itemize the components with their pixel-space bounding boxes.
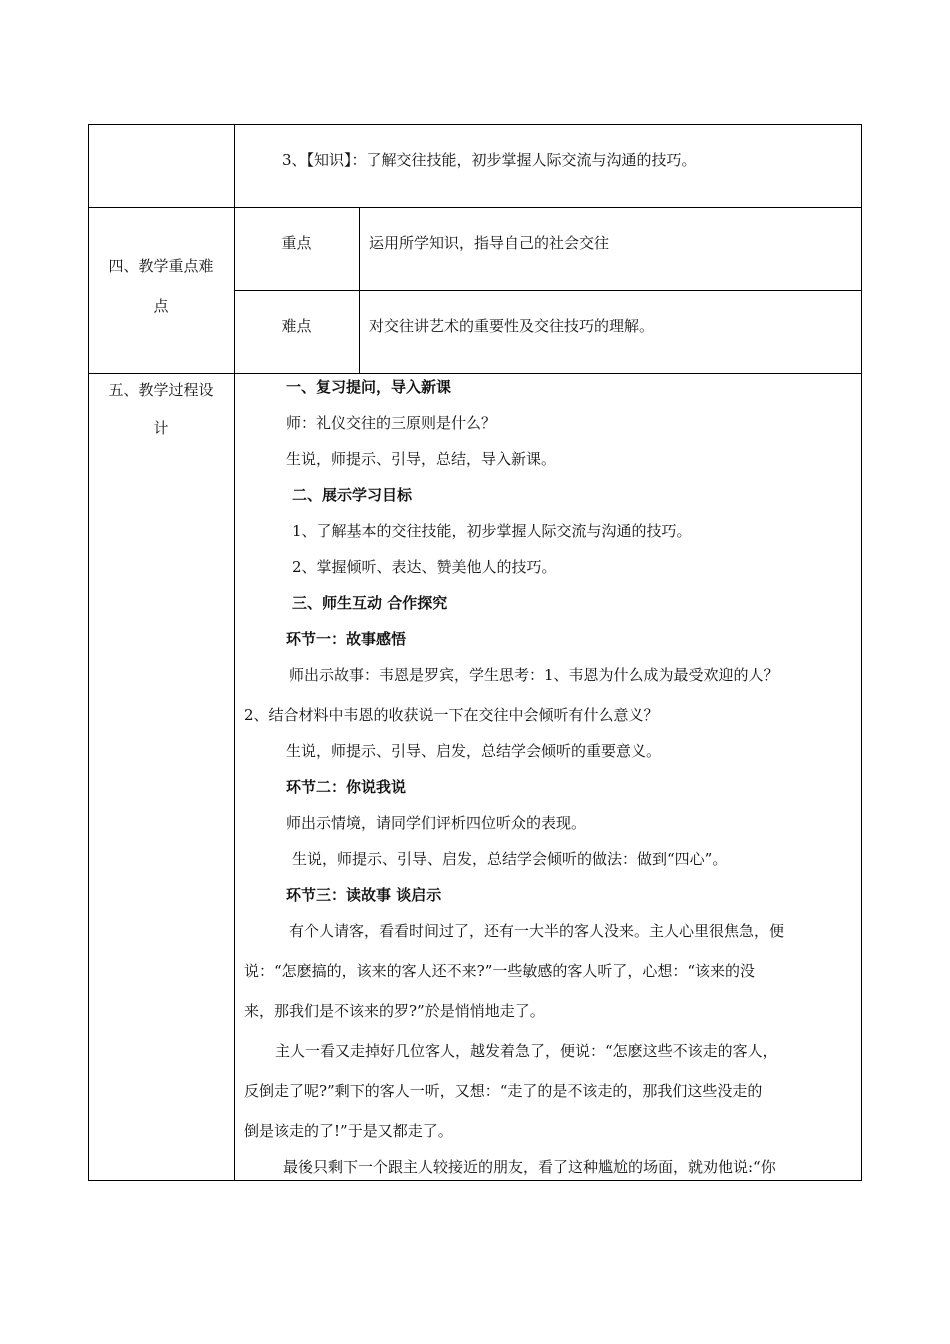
- table-top-border: [88, 124, 862, 125]
- section-heading: 二、展示学习目标: [292, 486, 413, 504]
- table-right-border: [861, 124, 862, 1181]
- row5-label-line2: 计: [153, 419, 169, 437]
- content-line: 反倒走了呢?”剩下的客人一听，又想：“走了的是不该走的，那我们这些没走的: [244, 1082, 763, 1100]
- content-line: 生说，师提示、引导，总结，导入新课。: [286, 450, 557, 468]
- content-line: 来，那我们是不该来的罗?”於是悄悄地走了。: [244, 1002, 545, 1020]
- table-bottom-border: [88, 1180, 862, 1181]
- content-line: 生说，师提示、引导、启发，总结学会倾听的重要意义。: [286, 742, 662, 760]
- column-divider: [359, 207, 360, 373]
- key-point-text: 运用所学知识，指导自己的社会交往: [369, 234, 610, 252]
- row-divider: [234, 290, 862, 291]
- content-line: 师：礼仪交往的三原则是什么？: [286, 414, 497, 432]
- content-line: 倒是该走的了!”于是又都走了。: [244, 1122, 453, 1140]
- content-line: 生说，师提示、引导、启发，总结学会倾听的做法：做到“四心”。: [292, 850, 728, 868]
- subsection-heading: 环节三：读故事 谈启示: [286, 886, 442, 904]
- row4-label-line2: 点: [153, 297, 169, 315]
- content-line: 2、掌握倾听、表达、赞美他人的技巧。: [292, 558, 557, 576]
- content-line: 1、了解基本的交往技能，初步掌握人际交流与沟通的技巧。: [292, 522, 692, 540]
- row5-label-line1: 五、教学过程设: [108, 381, 214, 399]
- row4-label-line1: 四、教学重点难: [108, 257, 214, 275]
- section-heading: 一、复习提问，导入新课: [286, 378, 452, 396]
- key-point-label: 重点: [281, 234, 312, 252]
- content-line: 有个人请客，看看时间过了，还有一大半的客人没来。主人心里很焦急，便: [289, 922, 785, 940]
- subsection-heading: 环节二：你说我说: [286, 778, 407, 796]
- column-divider: [234, 124, 235, 1181]
- subsection-heading: 环节一：故事感悟: [286, 630, 407, 648]
- content-line: 师出示故事：韦恩是罗宾，学生思考：1、韦恩为什么成为最受欢迎的人？: [289, 666, 779, 684]
- content-line: 主人一看又走掉好几位客人，越发着急了，便说：“怎麽这些不该走的客人，: [275, 1042, 778, 1060]
- knowledge-objective: 3、【知识】：了解交往技能，初步掌握人际交流与沟通的技巧。: [282, 151, 697, 169]
- content-line: 说：“怎麽搞的，该来的客人还不来?”一些敏感的客人听了，心想：“该来的没: [244, 962, 756, 980]
- content-line: 最後只剩下一个跟主人较接近的朋友，看了这种尴尬的场面，就劝他说:“你: [283, 1158, 776, 1176]
- content-line: 师出示情境，请同学们评析四位听众的表现。: [286, 814, 587, 832]
- row-divider: [88, 207, 862, 208]
- section-heading: 三、师生互动 合作探究: [292, 594, 448, 612]
- table-left-border: [88, 124, 89, 1181]
- row-divider: [88, 373, 862, 374]
- difficulty-label: 难点: [281, 317, 312, 335]
- content-line: 2、结合材料中韦恩的收获说一下在交往中会倾听有什么意义？: [244, 706, 659, 724]
- difficulty-text: 对交往讲艺术的重要性及交往技巧的理解。: [369, 317, 655, 335]
